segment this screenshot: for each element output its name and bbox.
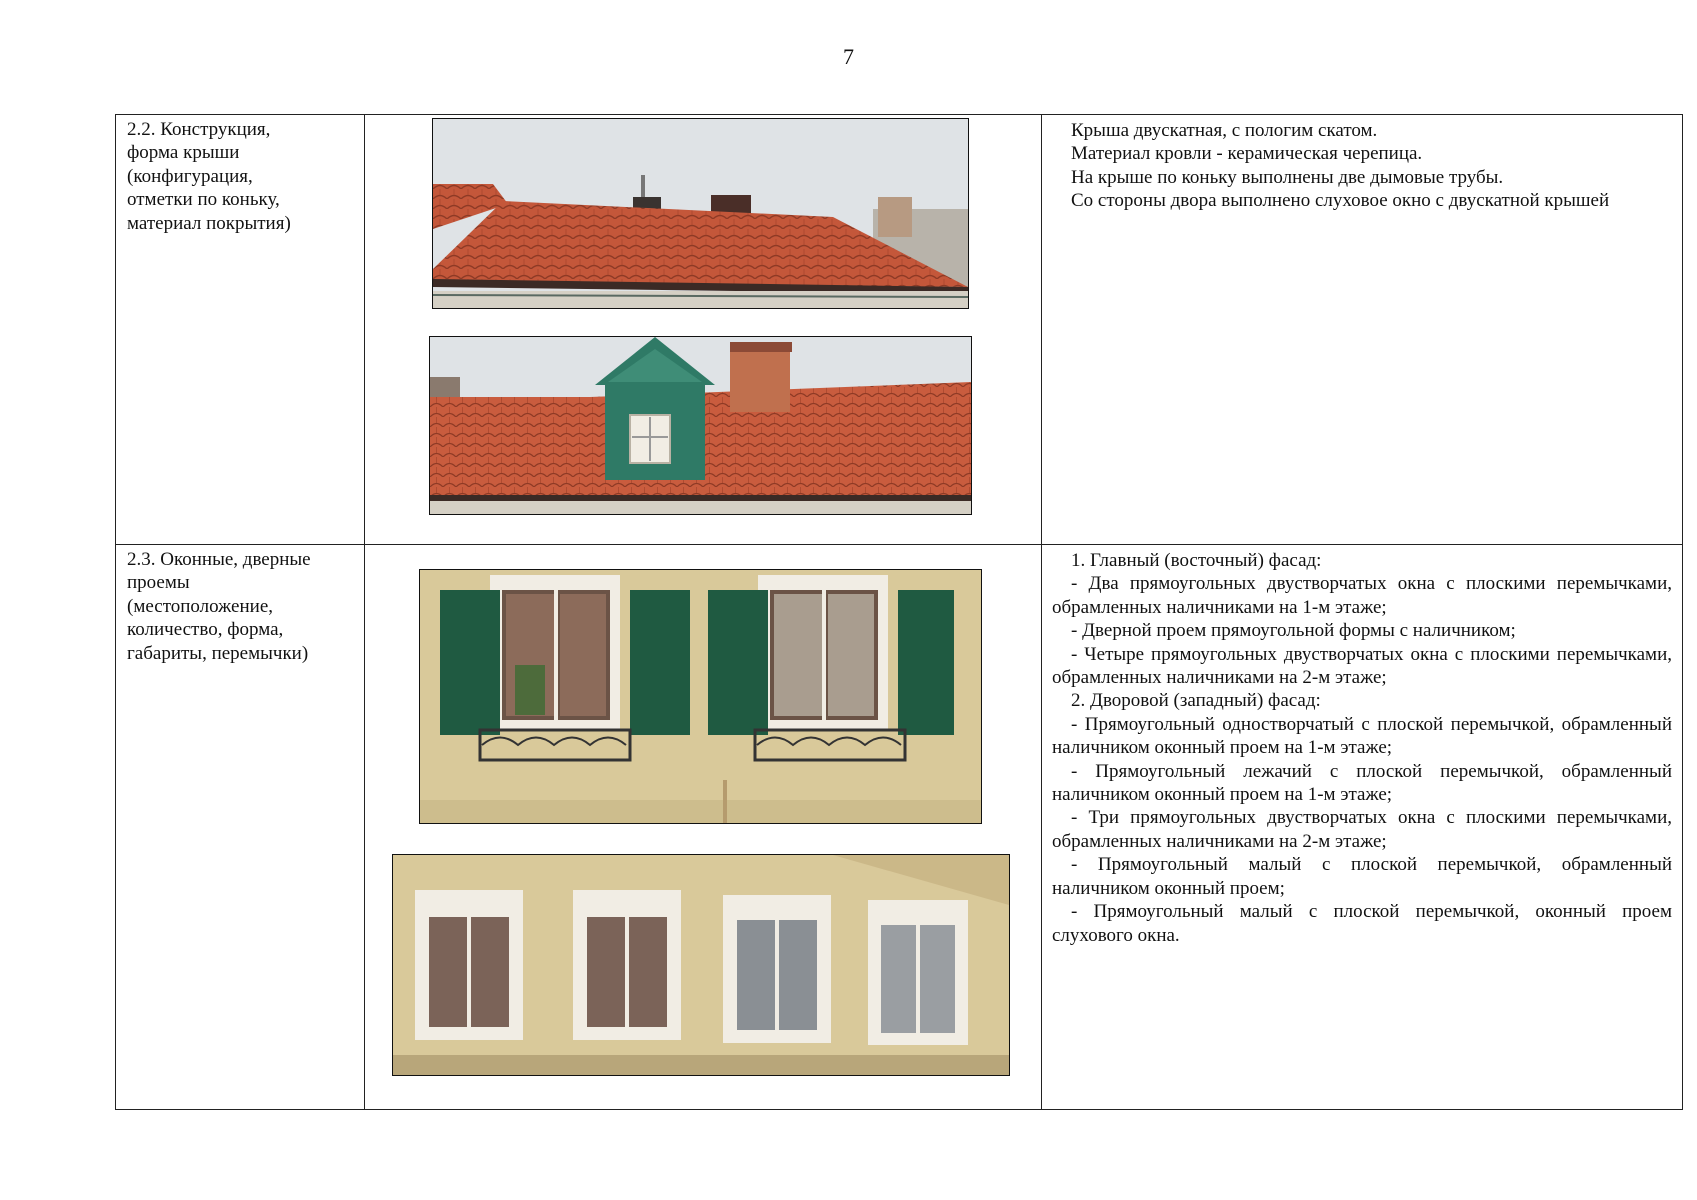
row-label-roof: 2.2. Конструкция, форма крыши (конфигурация, отметки по коньку, материал покрытия) <box>127 119 291 234</box>
windows-shutters-photo <box>419 569 982 824</box>
windows-shutters-image <box>420 570 981 823</box>
description-cell <box>1042 115 1683 545</box>
description-line: 1. Главный (восточный) фасад: <box>1071 550 1322 571</box>
row-label-cell <box>116 545 365 1110</box>
roof-dormer-image <box>430 337 971 514</box>
photos-cell <box>365 545 1042 1110</box>
roof-chimneys-image <box>433 119 968 308</box>
page-number: 7 <box>843 44 854 69</box>
description-line: 2. Дворовой (западный) фасад: <box>1071 690 1321 712</box>
table-row-roof <box>116 115 1683 545</box>
description-line: Со стороны двора выполнено слуховое окно с двускатной крышей <box>1071 190 1610 212</box>
description-cell <box>1042 545 1683 1110</box>
facade-four-windows-photo <box>392 854 1010 1076</box>
description-line: - Два прямоугольных двустворчатых окна с плоскими перемычками, обрамленных наличниками на 1-м этаже; <box>1052 573 1672 618</box>
photos-cell <box>365 115 1042 545</box>
roof-chimneys-photo <box>432 118 969 309</box>
roof-dormer-photo <box>429 336 972 515</box>
description-line: - Прямоугольный малый с плоской перемычкой, оконный проем слухового окна. <box>1052 901 1672 946</box>
description-line: Материал кровли - керамическая черепица. <box>1071 143 1423 165</box>
facade-four-windows-image <box>393 855 1009 1075</box>
description-line: На крыше по коньку выполнены две дымовые трубы. <box>1071 166 1504 188</box>
description-line: - Четыре прямоугольных двустворчатых окна с плоскими перемычками, обрамленных наличниками на 2-м этаже; <box>1052 643 1672 689</box>
table-row-openings <box>116 545 1683 1110</box>
description-line: - Прямоугольный малый с плоской перемычкой, обрамленный наличником оконный проем; <box>1052 854 1672 899</box>
description-line: Крыша двускатная, с пологим скатом. <box>1071 120 1378 141</box>
description-line: - Прямоугольный одностворчатый с плоской перемычкой, обрамленный наличником оконный проем на 1-м этаже; <box>1052 713 1672 759</box>
passport-table <box>115 114 1683 1110</box>
description-line: - Прямоугольный лежачий с плоской перемычкой, обрамленный наличником оконный проем на 1-м этаже; <box>1052 760 1672 806</box>
description-line: - Дверной проем прямоугольной формы с наличником; <box>1071 620 1516 642</box>
row-label-openings: 2.3. Оконные, дверные проемы (местоположение, количество, форма, габариты, перемычки) <box>127 549 311 664</box>
description-line: - Три прямоугольных двустворчатых окна с плоскими перемычками, обрамленных наличниками на 2-м этаже; <box>1052 807 1672 852</box>
row-label-cell <box>116 115 365 545</box>
